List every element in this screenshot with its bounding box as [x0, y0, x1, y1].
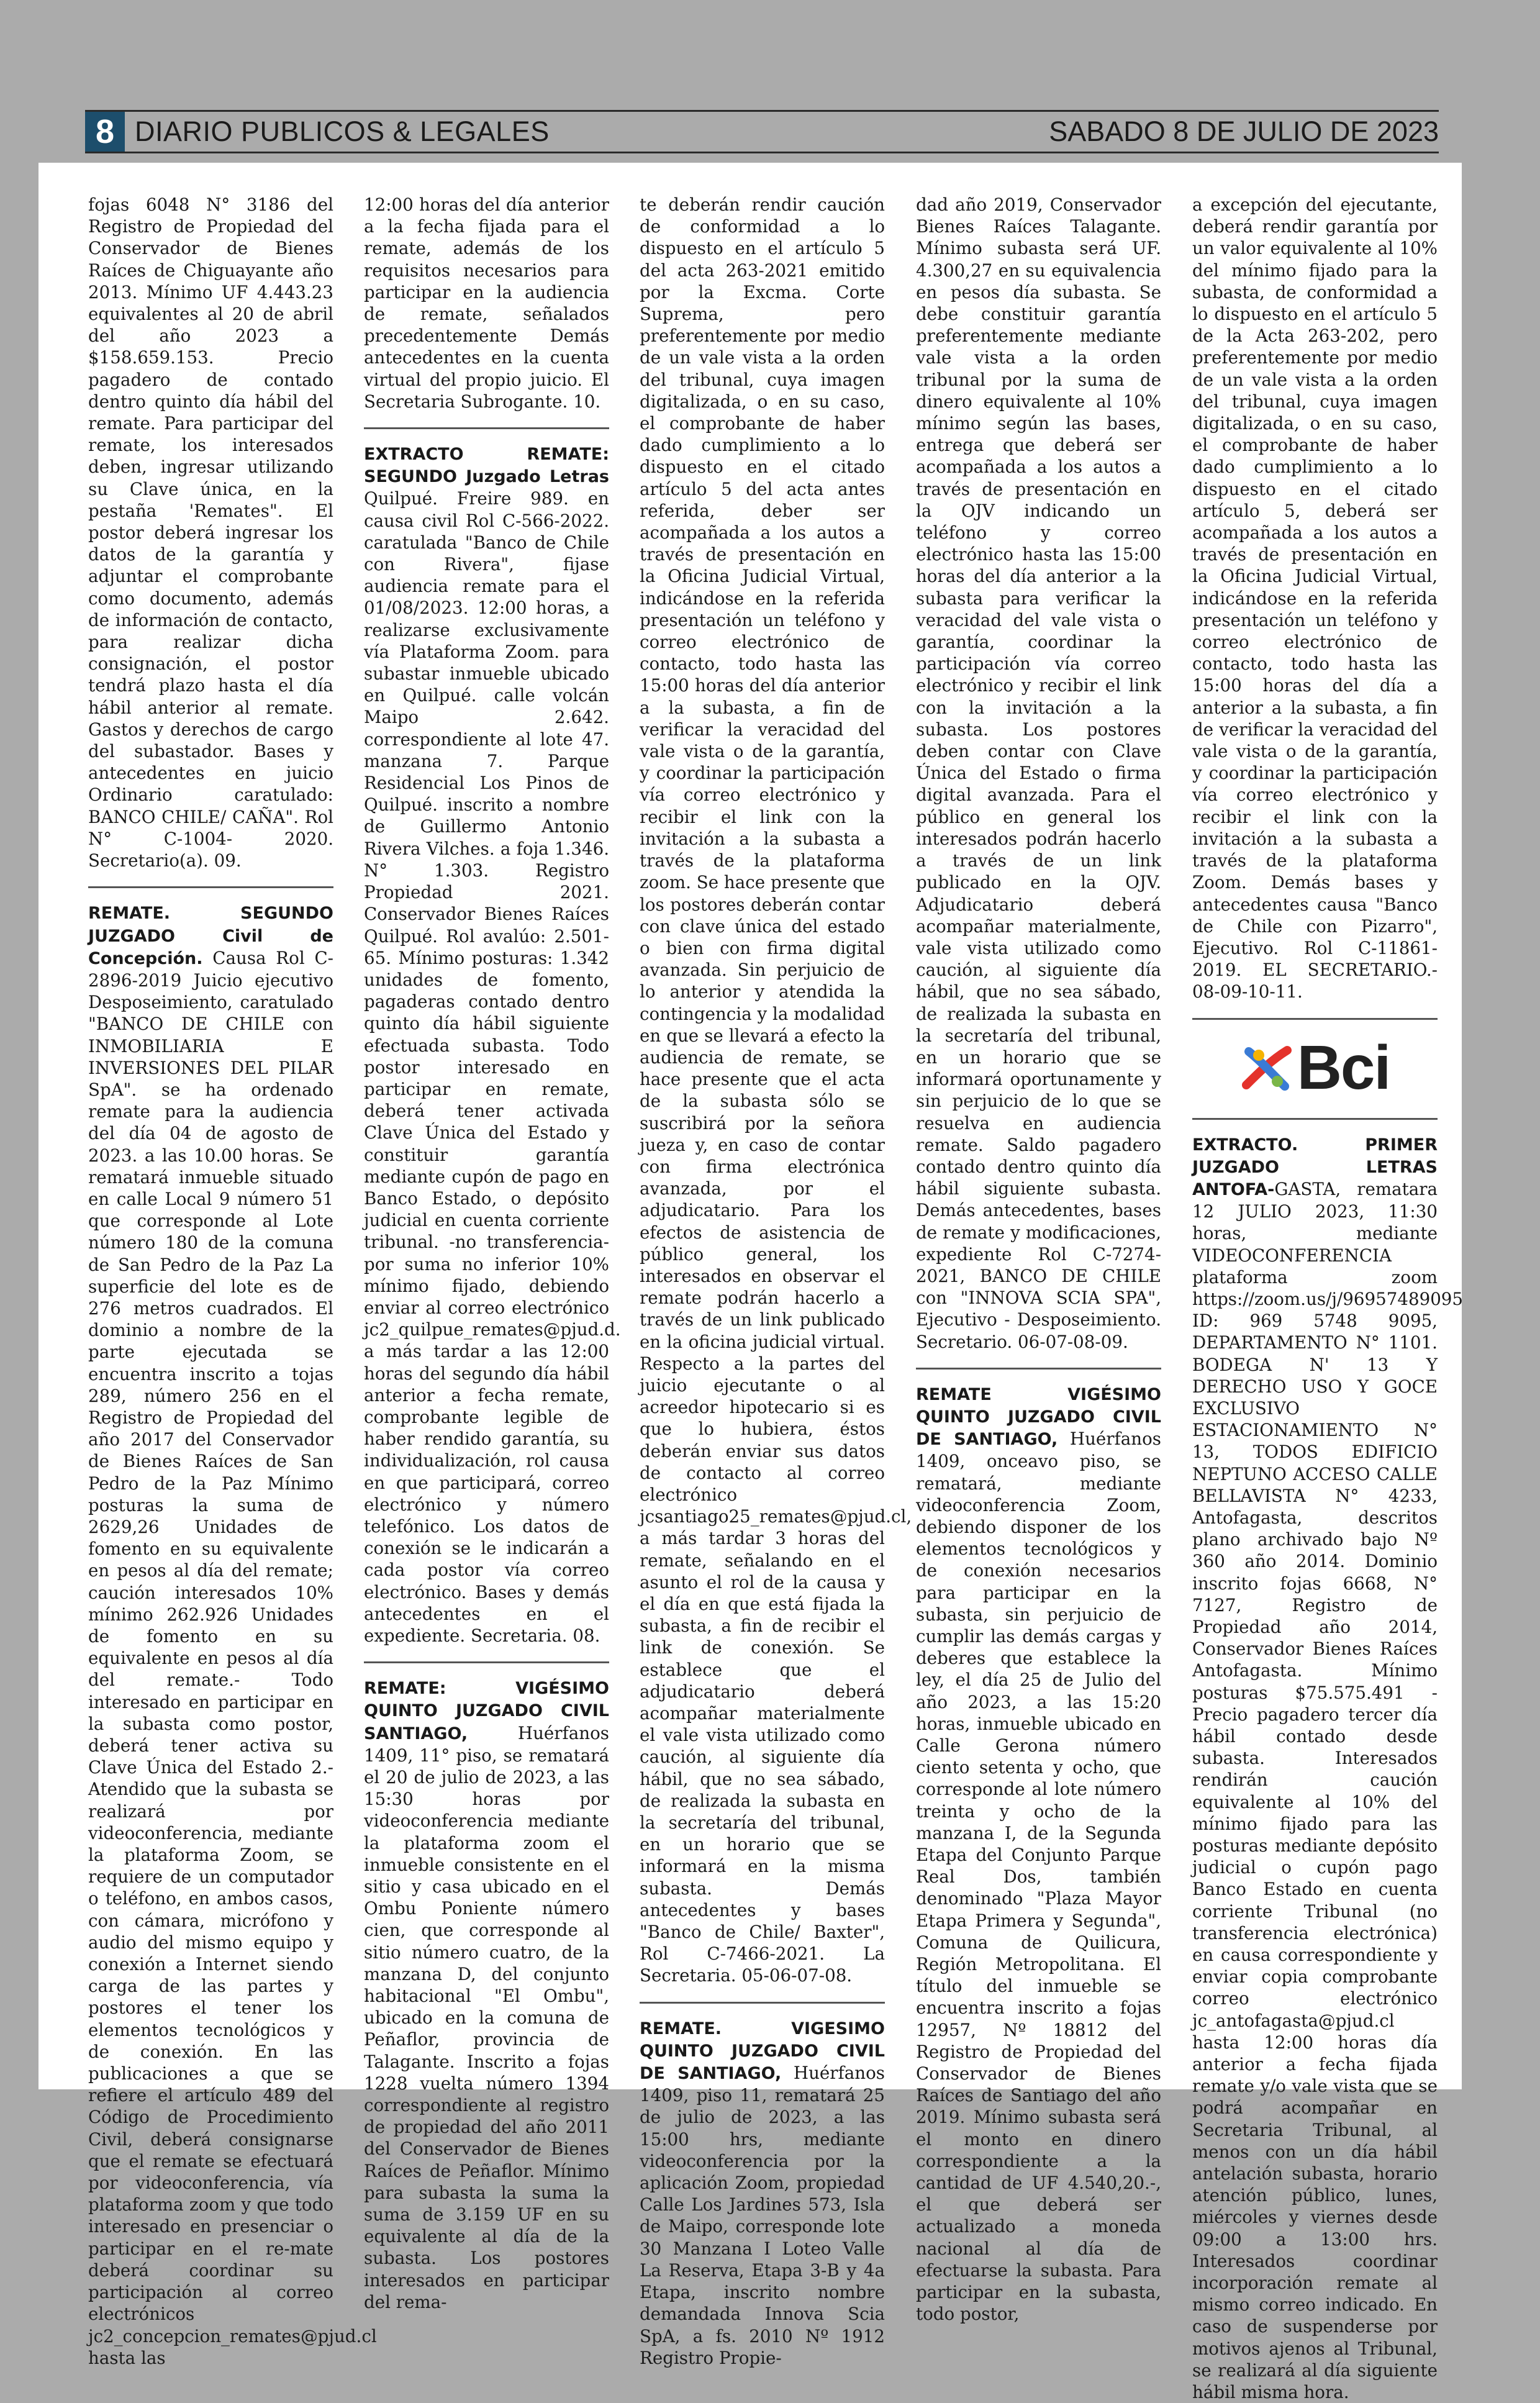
notice-heading: REMATE VIGÉSIMO QUINTO JUZGADO CIVIL DE SANTIAGO,: [916, 1384, 1161, 1450]
notice-heading: REMATE. VIGESIMO QUINTO JUZGADO CIVIL DE SANTIAGO,: [640, 2019, 885, 2084]
bci-logo: [1192, 1033, 1438, 1103]
column-4: [916, 194, 1161, 2325]
page-sheet: [38, 163, 1464, 2403]
column-2: [364, 194, 621, 2312]
notice-separator: [1192, 1118, 1438, 1120]
notice-heading: REMATE: VIGÉSIMO QUINTO JUZGADO CIVIL SANTIAGO,: [364, 1679, 609, 1743]
notice: [1192, 194, 1438, 1003]
notice: [364, 194, 609, 412]
notice-separator: [364, 1661, 609, 1663]
notice: [916, 194, 1161, 1353]
publication-title: DIARIO PUBLICOS & LEGALES: [135, 116, 550, 147]
notice-body: 12:00 horas del día anterior a la fecha fijada para el remate, además de los requisitos necesarios para participar en la audiencia de remate, señalados precedentemente Demás antecedentes en la cuenta virtual del propio juicio. El Secretaria Subrogante. 10.: [364, 194, 609, 412]
notice-separator: [640, 2002, 885, 2004]
notice-heading: REMATE. SEGUNDO JUZGADO Civil de Concepción.: [88, 904, 333, 968]
bci-logo-mark-icon: [1240, 1042, 1293, 1095]
notice-body: Huérfanos 1409, onceavo piso, se rematará, mediante videoconferencia Zoom, debiendo disponer de los elementos tecnológicos y de conexión necesarios para participar en la subasta, sin perjuicio de cumplir las demás cargas y deberes que establece la ley, el día 25 de Julio del año 2023, a las 15:20 horas, inmueble ubicado en Calle Gerona número ciento setenta y ocho, que corresponde al lote número treinta y ocho de la manzana I, de la Segunda Etapa del Conjunto Parque Real Dos, también denominado "Plaza Mayor Etapa Primera y Segunda", Comuna de Quilicura, Región Metropolitana. El título del inmueble se encuentra inscrito a fojas 12957, Nº 18812 del Registro de Propiedad del Conservador de Bienes Raíces de Santiago del año 2019. Mínimo subasta será el monto en dinero correspondiente a la cantidad de UF 4.540,20.-, el que deberá ser actualizado a moneda nacional al día de efectuarse la subasta. Para participar en la subasta, todo postor,: [916, 1429, 1161, 2325]
column-5: [1192, 194, 1464, 2403]
notice-body: Huérfanos 1409, piso 11, rematará 25 de julio de 2023, a las 15:00 hrs, mediante videoconferencia por la aplicación Zoom, propiedad Calle Los Jardines 573, Isla de Maipo, corresponde lote 30 Manzana I Loteo Valle La Reserva, Etapa 3-B y 4a Etapa, inscrito nombre demandada Innova Scia SpA, a fs. 2010 Nº 1912 Registro Propie-: [640, 2063, 885, 2368]
bci-logo-text: Bci: [1297, 1032, 1390, 1102]
notice: [916, 1383, 1161, 2325]
notice: [364, 1677, 609, 2313]
column-1: [88, 194, 377, 2368]
notice-heading: EXTRACTO REMATE: SEGUNDO Juzgado Letras: [364, 445, 609, 487]
notice: [1192, 1133, 1464, 2403]
notice: [640, 194, 912, 1987]
page-header: [85, 110, 1439, 153]
notice-body: dad año 2019, Conservador Bienes Raíces Talagante. Mínimo subasta será UF. 4.300,27 en su equivalencia en pesos día subasta. Se debe constituir garantía preferentemente mediante vale vista a la orden tribunal por la suma de dinero equivalente al 10% mínimo según las bases, entrega que deberá ser acompañada a los autos a través de presentación en la OJV indicando un teléfono y correo electrónico hasta las 15:00 horas del día anterior a la subasta para verificar la veracidad del vale vista o garantía, coordinar la participación vía correo electrónico y recibir el link con la invitación a la subasta. Los postores deben contar con Clave Única del Estado o firma digital avanzada. Para el público en general los interesados podrán hacerlo a través de un link publicado en la OJV. Adjudicatario deberá acompañar materialmente, vale vista utilizado como caución, al siguiente día hábil, que no sea sábado, de realizada la subasta en la secretaría del tribunal, en un horario que se informará oportunamente y sin perjuicio de lo que se resuelva en audiencia remate. Saldo pagadero contado dentro quinto día hábil siguiente subasta. Demás antecedentes, bases de remate y modificaciones, expediente Rol C-7274-2021, BANCO DE CHILE con "INNOVA SCIA SPA", Ejecutivo - Desposeimiento. Secretario. 06-07-08-09.: [916, 194, 1161, 1352]
page-number: 8: [85, 112, 125, 152]
notice-body: Quilpué. Freire 989. en causa civil Rol C-566-2022. caratulada "Banco de Chile con Rivera", fijase audiencia remate para el 01/08/2023. 12:00 horas, a realizarse exclusivamente vía Plataforma Zoom. para subastar inmueble ubicado en Quilpué. calle volcán Maipo 2.642. correspondiente al lote 47. manzana 7. Parque Residencial Los Pinos de Quilpué. inscrito a nombre de Guillermo Antonio Rivera Vilches. a foja 1.346. N° 1.303. Registro Propiedad 2021. Conservador Bienes Raíces Quilpué. Rol avalúo: 2.501-65. Mínimo posturas: 1.342 unidades de fomento, pagaderas contado dentro quinto día hábil siguiente efectuada subasta. Todo postor interesado en participar en remate, deberá tener activada Clave Única del Estado y constituir garantía mediante cupón de pago en Banco Estado, o depósito judicial en cuenta corriente tribunal. -no transferencia- por suma no inferior 10% mínimo fijado, debiendo enviar al correo electrónico jc2_quilpue_remates@pjud.d. a más tardar a las 12:00 horas del segundo día hábil anterior a fecha remate, comprobante legible de haber rendido garantía, su individualización, rol causa en que participará, correo electrónico y número telefónico. Los datos de conexión se le indicarán a cada postor vía correo electrónico. Bases y demás antecedentes en el expediente. Secretaria. 08.: [364, 488, 621, 1646]
publication-date: SABADO 8 DE JULIO DE 2023: [1049, 116, 1439, 147]
notice-separator: [916, 1368, 1161, 1370]
notice-body: a excepción del ejecutante, deberá rendir garantía por un valor equivalente al 10% del mínimo fijado para la subasta, de conformidad a lo dispuesto en el artículo 5 de la Acta 263-202, pero preferentemente por medio de un vale vista a la orden del tribunal, cuya imagen digitalizada, o en su caso, el comprobante de haber dado cumplimiento a lo dispuesto en el citado artículo 5, deberá ser acompañada a los autos a través de presentación en la Oficina Judicial Virtual, indicándose en la referida presentación un teléfono y correo electrónico de contacto, todo hasta las 15:00 horas del día a anterior a la subasta, a fin de verificar la veracidad del vale vista o de la garantía, y coordinar la participación vía correo electrónico y recibir el link con la invitación a la subasta a través de la plataforma Zoom. Demás bases y antecedentes causa "Banco de Chile con Pizarro", Ejecutivo. Rol C-11861-2019. EL SECRETARIO.- 08-09-10-11.: [1192, 194, 1438, 1002]
column-3: [640, 194, 912, 2368]
notice: [364, 443, 621, 1647]
notice-body: GASTA, rematara 12 JULIO 2023, 11:30 horas, mediante VIDEOCONFERENCIA plataforma zoom https://zoom.us/j/96957489095 ID: 969 5748 9095, DEPARTAMENTO N° 1101. BODEGA N' 13 Y DERECHO USO Y GOCE EXCLUSIVO ESTACIONAMIENTO N° 13, TODOS EDIFICIO NEPTUNO ACCESO CALLE BELLAVISTA N° 4233, Antofagasta, descritos plano archivado bajo Nº 360 año 2014. Dominio inscrito fojas 6668, N° 7127, Registro de Propiedad año 2014, Conservador Bienes Raíces Antofagasta. Mínimo posturas $75.575.491 -Precio pagadero tercer día hábil contado desde subasta. Interesados rendirán caución equivalente al 10% del mínimo fijado para las posturas mediante depósito judicial o cupón pago Banco Estado en cuenta corriente Tribunal (no transferencia electrónica) en causa correspondiente y enviar copia comprobante correo electrónico jc_antofagasta@pjud.cl hasta 12:00 horas día anterior a fecha fijada remate y/o vale vista que se podrá acompañar en Secretaria Tribunal, al menos con un día hábil antelación subasta, horario atención público, lunes, miércoles y viernes desde 09:00 a 13:00 hrs. Interesados coordinar incorporación remate al mismo correo indicado. En caso de suspenderse por motivos ajenos al Tribunal, se realizará al día siguiente hábil misma hora.: [1192, 1178, 1464, 2403]
notice-body: Huérfanos 1409, 11° piso, se rematará el 20 de julio de 2023, a las 15:30 horas por videoconferencia mediante la plataforma zoom el inmueble consistente en el sitio y casa ubicado en el Ombu Poniente número cien, que corresponde al sitio número cuatro, de la manzana D, del conjunto habitacional "El Ombu", ubicado en la comuna de Peñaflor, provincia de Talagante. Inscrito a fojas 1228 vuelta número 1394 correspondiente al registro de propiedad del año 2011 del Conservador de Bienes Raíces de Peñaflor. Mínimo para subasta la suma la suma de 3.159 UF en su equivalente al día de la subasta. Los postores interesados en participar del rema-: [364, 1722, 609, 2312]
notice-separator: [1192, 1018, 1438, 1020]
notice: [640, 2017, 885, 2369]
notice: [88, 902, 377, 2369]
notice: [88, 194, 333, 871]
notice-body: fojas 6048 N° 3186 del Registro de Propiedad del Conservador de Bienes Raíces de Chiguayante año 2013. Mínimo UF 4.443.23 equivalentes al 20 de abril del año 2023 a $158.659.153. Precio pagadero de contado dentro quinto día hábil del remate. Para participar del remate, los interesados deben, ingresar utilizando su Clave única, en la pestaña 'Remates". El postor deberá ingresar los datos de la garantía y adjuntar el comprobante como documento, además de información de contacto, para realizar dicha consignación, el postor tendrá plazo hasta el día hábil anterior al remate. Gastos y derechos de cargo del subastador. Bases y antecedentes en juicio Ordinario caratulado: BANCO CHILE/ CAÑA". Rol N° C-1004- 2020. Secretario(a). 09.: [88, 194, 333, 871]
notice-body: te deberán rendir caución de conformidad a lo dispuesto en el artículo 5 del acta 263-2021 emitido por la Excma. Corte Suprema, pero preferentemente por medio de un vale vista a la orden del tribunal, cuya imagen digitalizada, o en su caso, el comprobante de haber dado cumplimiento a lo dispuesto en el citado artículo 5 del acta antes referida, deber ser acompañada a los autos a través de presentación en la Oficina Judicial Virtual, indicándose en la referida presentación un teléfono y correo electrónico de contacto, todo hasta las 15:00 horas del día anterior a la subasta, a fin de verificar la veracidad del vale vista o de la garantía, y coordinar la participación vía correo electrónico y recibir el link con la invitación a la subasta a través de la plataforma zoom. Se hace presente que los postores deberán contar con clave única del estado o bien con firma digital avanzada. Sin perjuicio de lo anterior y atendida la contingencia y la modalidad en que se llevará a efecto la audiencia de remate, se hace presente que el acta de la subasta sólo se suscribirá por la señora jueza y, en caso de contar con firma electrónica avanzada, por el adjudicatario. Para los efectos de asistencia de público general, los interesados en observar el remate podrán hacerlo a través de un link publicado en la oficina judicial virtual. Respecto a la partes del juicio ejecutante o al acreedor hipotecario si es que lo hubiera, éstos deberán enviar sus datos de contacto al correo electrónico jcsantiago25_remates@pjud.cl, a más tardar 3 horas del remate, señalando en el asunto el rol de la causa y el día en que está fijada la subasta, a fin de recibir el link de conexión. Se establece que el adjudicatario deberá acompañar materialmente el vale vista utilizado como caución, al siguiente día hábil, que no sea sábado, de realizada la subasta en la secretaría del tribunal, en un horario que se informará en la misma subasta. Demás antecedentes y bases "Banco de Chile/ Baxter", Rol C-7466-2021. La Secretaria. 05-06-07-08.: [640, 194, 912, 1986]
notice-heading: EXTRACTO. PRIMER JUZGADO LETRAS ANTOFA-: [1192, 1135, 1438, 1199]
notice-separator: [88, 886, 333, 888]
notice-body: Causa Rol C-2896-2019 Juicio ejecutivo Desposeimiento, caratulado "BANCO DE CHILE con INMOBILIARIA E INVERSIONES DEL PILAR SpA". se ha ordenado remate para la audiencia del día 04 de agosto de 2023. a las 10.00 horas. Se rematará inmueble situado en calle Local 9 número 51 que corresponde al Lote número 180 de la comuna de San Pedro de la Paz La superficie del lote es de 276 metros cuadrados. El dominio a nombre de la parte ejecutada se encuentra inscrito a tojas 289, número 256 en el Registro de Propiedad del año 2017 del Conservador de Bienes Raíces de San Pedro de la Paz Mínimo posturas la suma de 2629,26 Unidades de fomento en su equivalente en pesos al día del remate; caución interesados 10% mínimo 262.926 Unidades de fomento en su equivalente en pesos al día del remate.- Todo interesado en participar en la subasta como postor, deberá tener activa su Clave Única del Estado 2.- Atendido que la subasta se realizará por videoconferencia, mediante la plataforma Zoom, se requiere de un computador o teléfono, en ambos casos, con cámara, micrófono y audio del mismo equipo y conexión a Internet siendo carga de las partes y postores el tener los elementos tecnológicos y de conexión. En las publicaciones a que se refiere el artículo 489 del Código de Procedimiento Civil, deberá consignarse que el remate se efectuará por videoconferencia, vía plataforma zoom y que todo interesado en presenciar o participar en el re-mate deberá coordinar su participación al correo electrónicos jc2_concepcion_remates@pjud.cl hasta las: [88, 947, 377, 2368]
notice-separator: [364, 427, 609, 429]
